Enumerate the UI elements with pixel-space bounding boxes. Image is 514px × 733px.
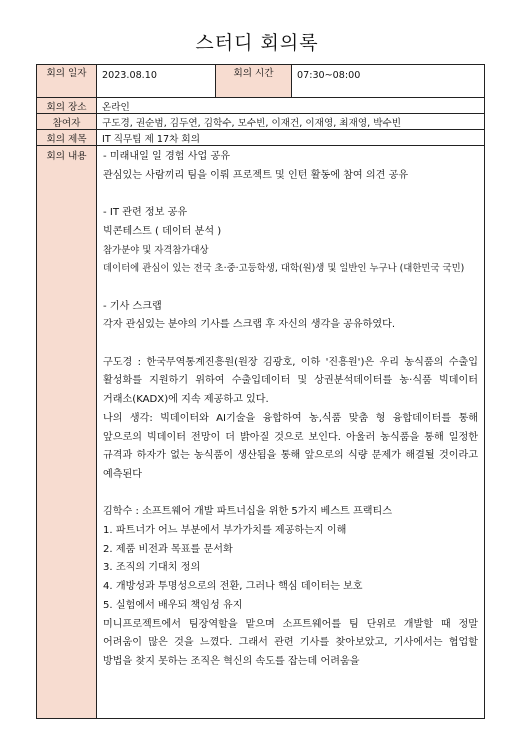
attendees-row: [37, 114, 485, 130]
content-line: 빅콘테스트 ( 데이터 분석 ): [103, 225, 222, 237]
place-row: [37, 98, 485, 114]
blank-line: [103, 185, 478, 204]
content-line: 나의 생각: 빅데이터와 AI기술을 융합하여 농,식품 맞춤 형 융합데이터를 통해 앞으로의 빅데이터 전망이 더 밝아질 것으로 보인다. 아울러 농식품을 통해 일정한 규격과 하자가 없는 농식품이 생산됨을 통해 앞으로의 식량 문제가 해결될 것이라고 예측된다: [103, 412, 478, 480]
content-line: 김학수 : 소프트웨어 개발 파트너십을 위한 5가지 베스트 프랙티스: [103, 506, 393, 518]
content-line: 참가분야 및 자격참가대상: [103, 244, 209, 256]
date-value: 2023.08.10: [97, 65, 216, 98]
content-line: 데이터에 관심이 있는 전국 초·중·고등학생, 대학(원)생 및 일반인 누구나 (대한민국 국민): [103, 263, 465, 275]
date-row: [37, 65, 485, 98]
content-row: [37, 146, 485, 719]
attendees-label: 참여자: [37, 114, 97, 130]
date-label: 회의 일자: [37, 65, 97, 98]
time-label: 회의 시간: [216, 65, 292, 98]
time-value: 07:30~08:00: [292, 65, 485, 98]
content-line: - 미래내일 일 경험 사업 공유: [103, 151, 230, 162]
content-line: 4. 개방성과 투명성으로의 전환, 그러나 핵심 데이터는 보호: [103, 581, 363, 593]
subject-value: IT 직무팀 제 17차 회의: [97, 130, 485, 146]
place-value: 온라인: [97, 98, 485, 114]
content-line: 3. 조직의 기대치 정의: [103, 562, 201, 574]
subject-row: [37, 130, 485, 146]
attendees-value: 구도경, 권순범, 김두연, 김학수, 모수빈, 이재건, 이재영, 최재영, 박수빈: [97, 114, 485, 130]
blank-line: [103, 279, 478, 298]
content-body: [97, 146, 485, 719]
subject-label: 회의 제목: [37, 130, 97, 146]
minutes-table: [36, 64, 485, 719]
content-line: 5. 실험에서 배우되 책임성 유지: [103, 599, 243, 611]
content-line: 구도경 : 한국무역통계진흥원(원장 김광호, 이하 '진흥원')은 우리 농식품의 수출입 활성화를 지원하기 위하여 수출입데이터 및 상권분석데이터를 농·식품 빅데이터 거래소(KADX)에 지속 제공하고 있다.: [103, 356, 478, 406]
document-title: 스터디 회의록: [195, 32, 319, 54]
content-line: 2. 제품 비전과 목표를 문서화: [103, 543, 233, 555]
content-line: 미니프로젝트에서 팀장역할을 맡으며 소프트웨어를 팀 단위로 개발할 때 정말 어려움이 많은 것을 느꼈다. 그래서 관련 기사를 찾아보았고, 기사에서는 협업할 방법을 찾지 못하는 조직은 혁신의 속도를 잡는데 어려움을: [103, 618, 478, 667]
blank-line: [103, 485, 478, 504]
content-line: 각자 관심있는 분야의 기사를 스크랩 후 자신의 생각을 공유하였다.: [103, 319, 396, 331]
content-line: - 기사 스크랩: [103, 300, 162, 312]
content-line: 1. 파트너가 어느 부분에서 부가가치를 제공하는지 이해: [103, 525, 347, 536]
content-line: - IT 관련 정보 공유: [103, 207, 188, 219]
content-line: 관심있는 사람끼리 팀을 이뤄 프로젝트 및 인턴 활동에 참여 의견 공유: [103, 169, 409, 181]
place-label: 회의 장소: [37, 98, 97, 114]
blank-line: [103, 335, 478, 354]
content-label: 회의 내용: [37, 146, 97, 719]
